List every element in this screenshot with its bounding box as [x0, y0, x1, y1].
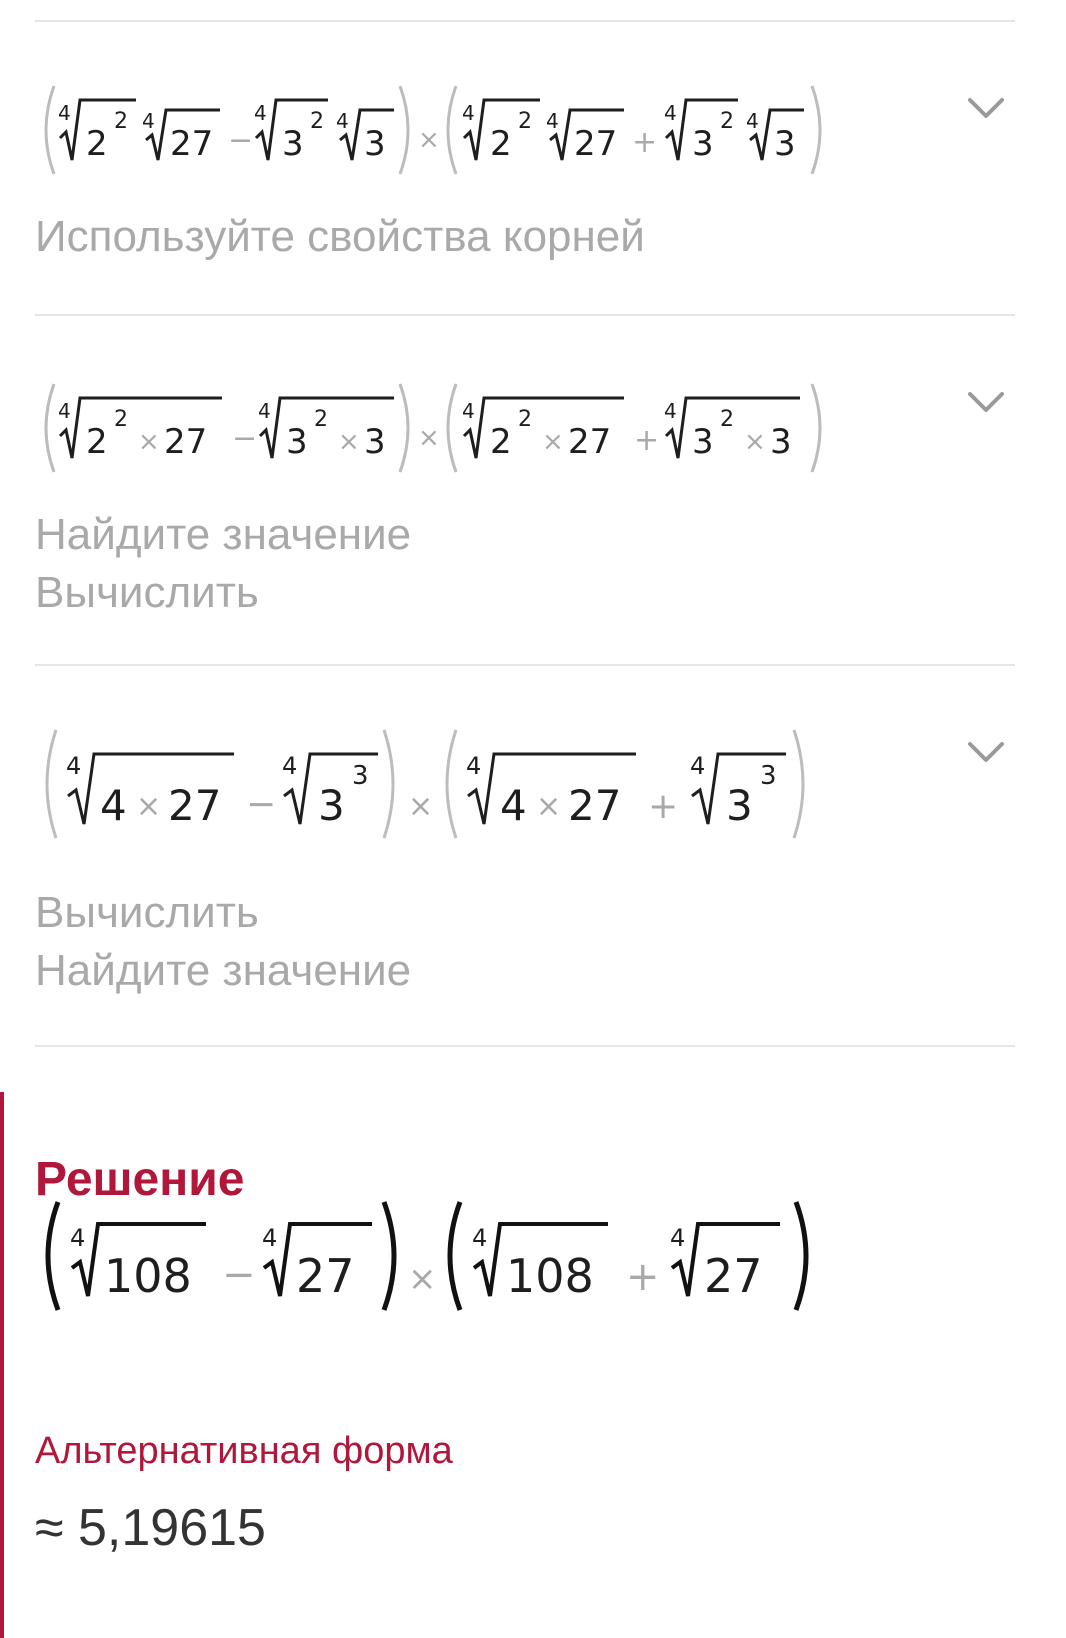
times-sign: ×	[338, 427, 360, 457]
exponent: 2	[114, 109, 128, 134]
times-sign: ×	[418, 125, 440, 155]
hint-line: Вычислить	[35, 888, 259, 937]
root-index: 4	[58, 399, 71, 423]
minus-sign: −	[228, 123, 254, 158]
root-index: 4	[58, 101, 71, 125]
exponent: 2	[518, 407, 532, 432]
alternative-form-value: ≈ 5,19615	[35, 1499, 266, 1557]
root-index: 4	[746, 109, 759, 133]
step-hint	[35, 208, 645, 266]
minus-sign: −	[232, 421, 258, 456]
math-expression	[38, 1196, 868, 1316]
exponent: 2	[518, 109, 532, 134]
times-sign: ×	[542, 427, 564, 457]
root-index: 4	[282, 752, 298, 780]
times-sign: ×	[138, 427, 160, 457]
radicand-3: 3	[774, 124, 796, 164]
plus-sign: +	[634, 423, 660, 458]
step-2-expression	[38, 378, 868, 483]
exponent: 2	[114, 407, 128, 432]
chevron-down-icon[interactable]	[964, 730, 1008, 774]
radicand-108: 108	[506, 1249, 594, 1303]
radicand-3: 3	[364, 422, 386, 462]
math-expression	[38, 80, 868, 180]
root-index: 4	[664, 101, 677, 125]
root-index: 4	[462, 399, 475, 423]
hint-line: Найдите значение	[35, 946, 412, 995]
root-index: 4	[690, 752, 706, 780]
hint-line: Используйте свойства корней	[35, 212, 645, 261]
exponent: 2	[720, 109, 734, 134]
root-index: 4	[70, 1224, 86, 1252]
root-index: 4	[254, 101, 267, 125]
radicand-4: 4	[100, 781, 127, 830]
times-sign: ×	[408, 1259, 437, 1299]
times-sign: ×	[744, 427, 766, 457]
radicand-27: 27	[168, 781, 222, 830]
root-index: 4	[670, 1224, 686, 1252]
radicand-27: 27	[296, 1249, 355, 1303]
hint-line: Вычислить	[35, 568, 259, 617]
root-index: 4	[462, 101, 475, 125]
radicand-27: 27	[568, 422, 612, 462]
step-hint	[35, 506, 411, 622]
base-3: 3	[726, 781, 753, 830]
radicand-27: 27	[164, 422, 208, 462]
step-3-expression	[38, 724, 868, 849]
radicand-3: 3	[364, 124, 386, 164]
root-index: 4	[262, 1224, 278, 1252]
radicand-27: 27	[574, 124, 618, 164]
radicand-4: 4	[500, 781, 527, 830]
solution-accent-bar	[0, 1092, 4, 1638]
radicand-3: 3	[770, 422, 792, 462]
root-index: 4	[546, 109, 559, 133]
exponent: 2	[314, 407, 328, 432]
math-expression	[38, 378, 868, 478]
step-hint	[35, 884, 411, 1000]
radicand-108: 108	[104, 1249, 192, 1303]
alternative-form-title: Альтернативная форма	[35, 1430, 453, 1472]
divider	[35, 314, 1015, 316]
base-3: 3	[282, 124, 304, 164]
base-2: 2	[490, 124, 512, 164]
root-index: 4	[336, 109, 349, 133]
root-index: 4	[466, 752, 482, 780]
divider	[35, 664, 1015, 666]
base-2: 2	[490, 422, 512, 462]
root-index: 4	[664, 399, 677, 423]
exponent: 2	[310, 109, 324, 134]
base-3: 3	[286, 422, 308, 462]
base-3: 3	[692, 422, 714, 462]
minus-sign: −	[222, 1252, 256, 1298]
exponent: 2	[720, 407, 734, 432]
base-2: 2	[86, 124, 108, 164]
plus-sign: +	[632, 125, 658, 160]
divider	[35, 20, 1015, 22]
chevron-down-icon[interactable]	[964, 380, 1008, 424]
radicand-27: 27	[704, 1249, 763, 1303]
base-3: 3	[318, 781, 345, 830]
times-sign: ×	[536, 789, 562, 824]
root-index: 4	[142, 109, 155, 133]
base-3: 3	[692, 124, 714, 164]
divider	[35, 1045, 1015, 1047]
root-index: 4	[66, 752, 82, 780]
exponent: 3	[352, 761, 369, 791]
minus-sign: −	[246, 784, 277, 825]
exponent: 3	[760, 761, 777, 791]
solution-title: Решение	[35, 1153, 245, 1206]
times-sign: ×	[408, 789, 434, 824]
hint-line: Найдите значение	[35, 510, 412, 559]
root-index: 4	[472, 1224, 488, 1252]
plus-sign: +	[626, 1254, 660, 1300]
root-index: 4	[258, 399, 271, 423]
chevron-down-icon[interactable]	[964, 86, 1008, 130]
solution-expression	[38, 1196, 868, 1321]
base-2: 2	[86, 422, 108, 462]
step-1-expression	[38, 80, 868, 185]
radicand-27: 27	[170, 124, 214, 164]
times-sign: ×	[136, 789, 162, 824]
times-sign: ×	[418, 423, 440, 453]
radicand-27: 27	[568, 781, 622, 830]
math-expression	[38, 724, 868, 844]
plus-sign: +	[648, 786, 679, 827]
